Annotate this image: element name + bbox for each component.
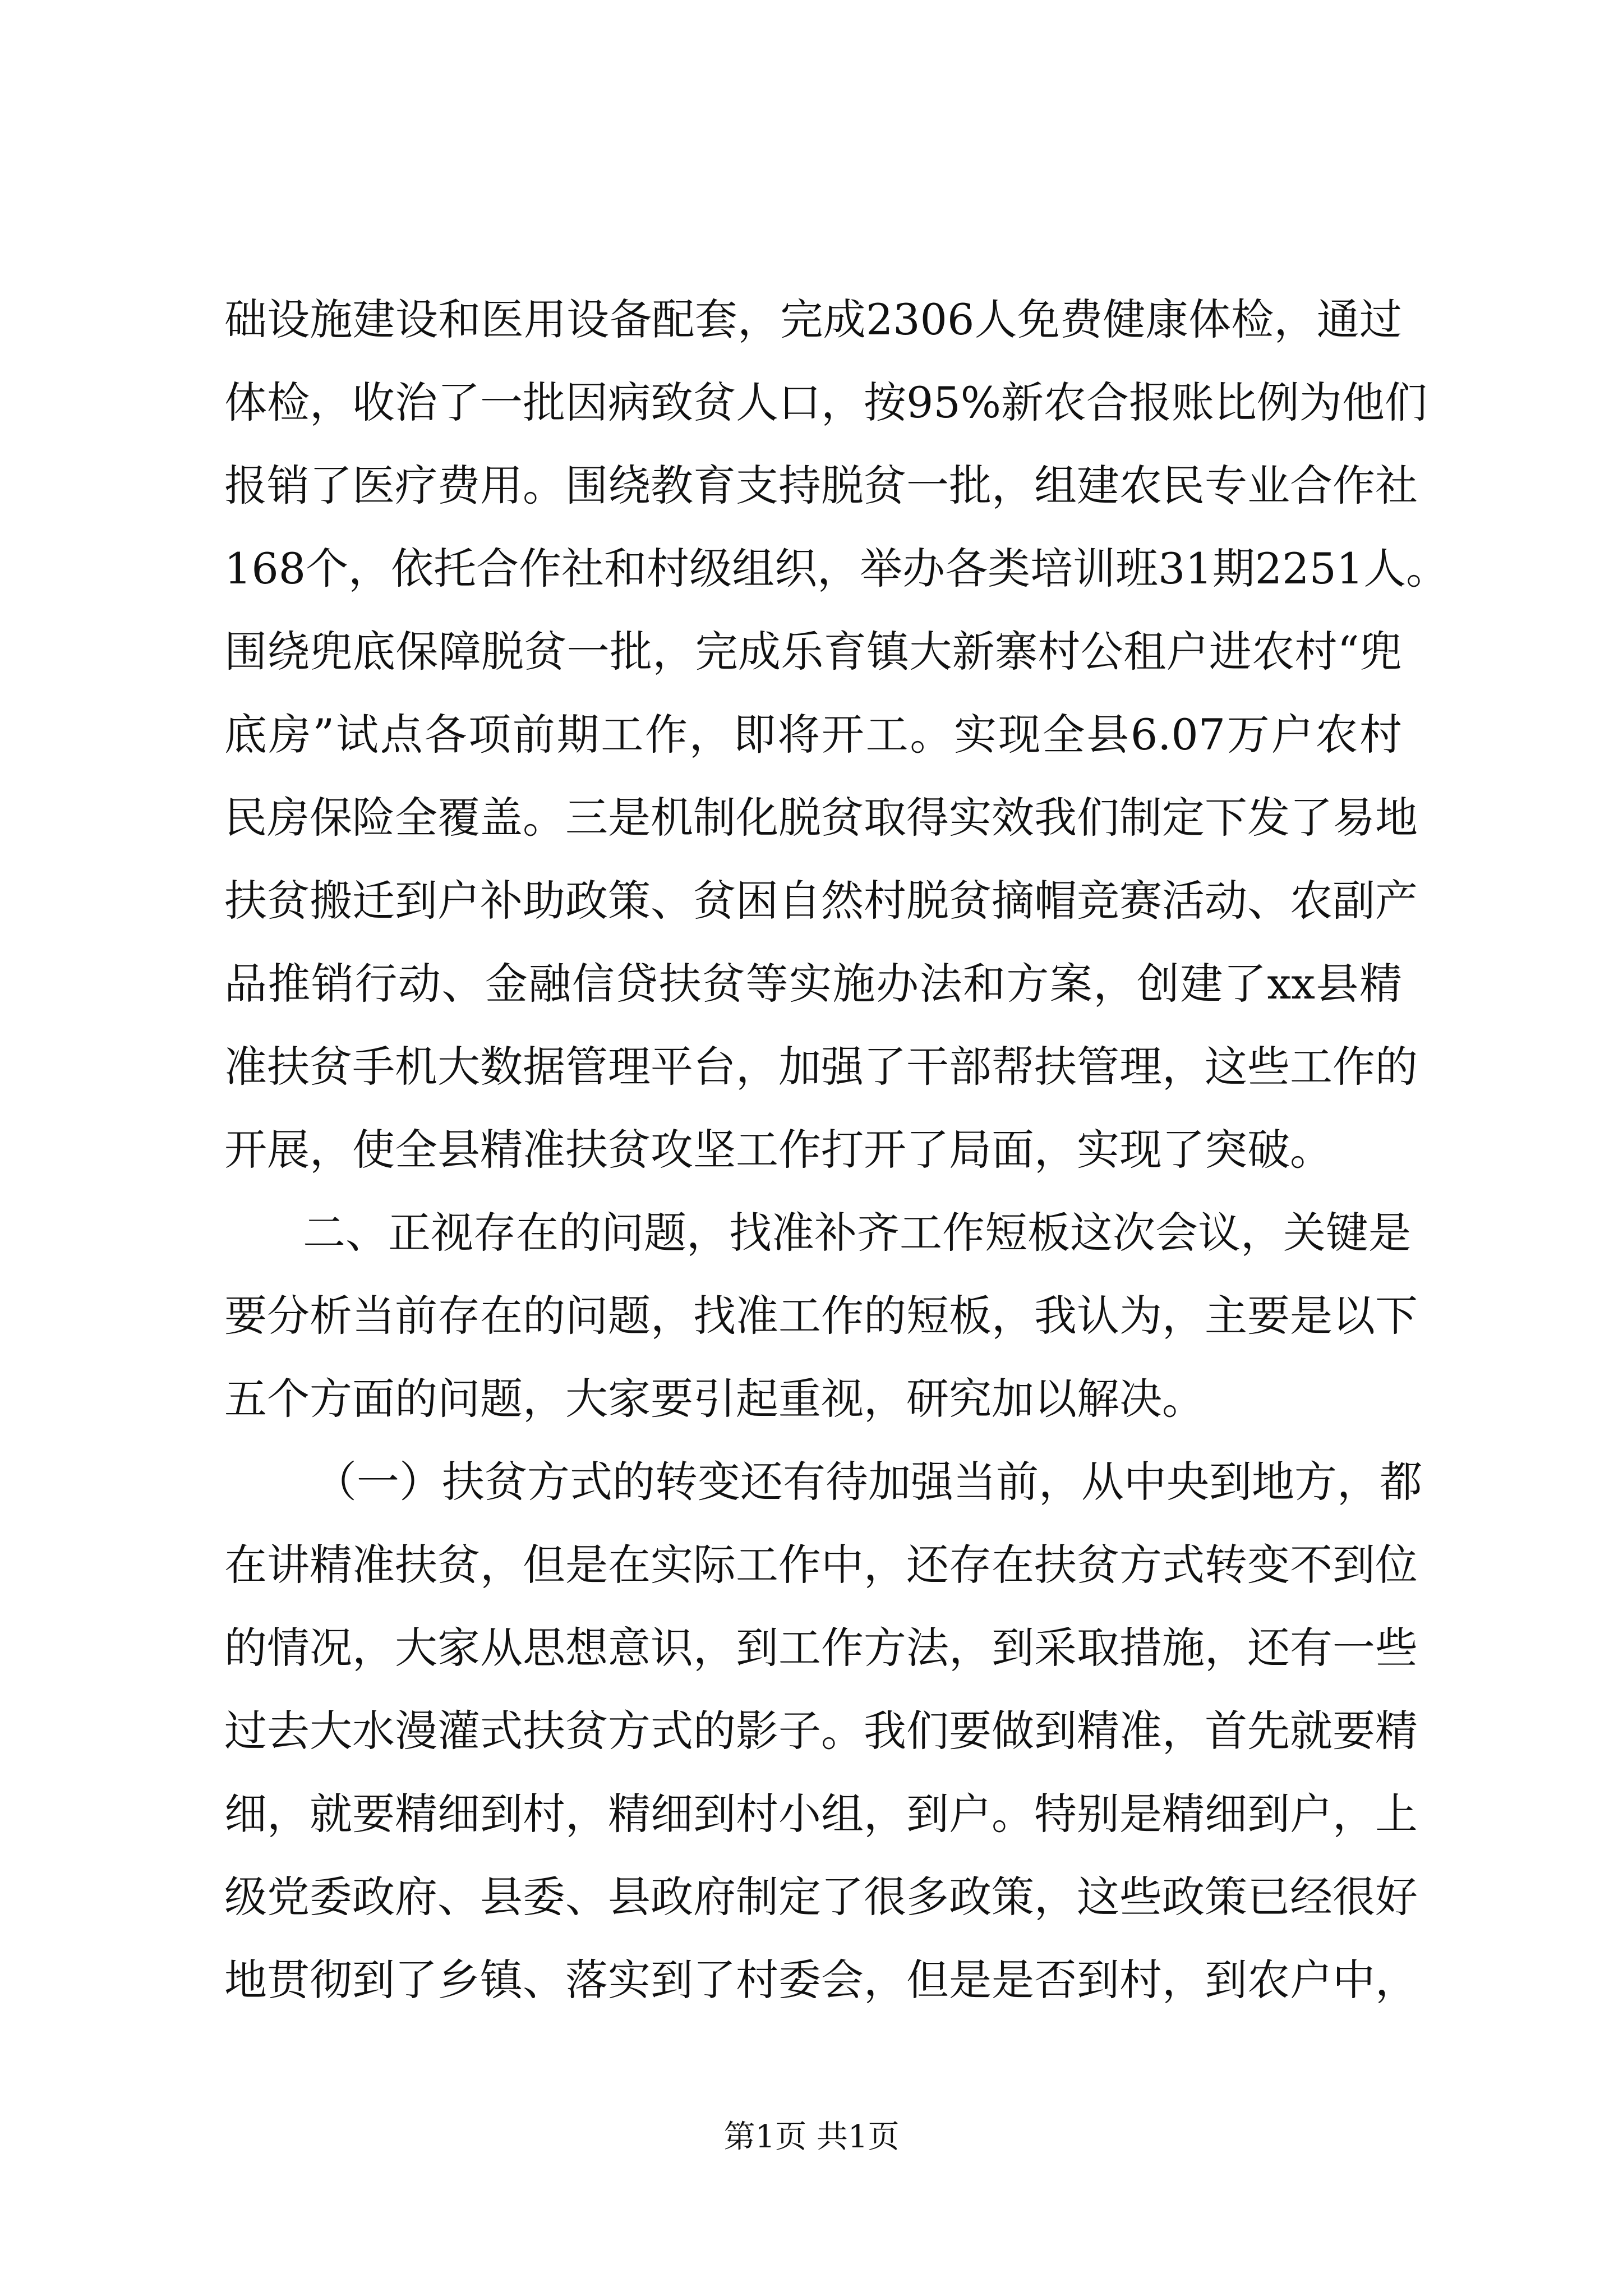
text-line: 民房保险全覆盖。三是机制化脱贫取得实效我们制定下发了易地 [224, 793, 1418, 843]
paragraph-heading-line: （一）扶贫方式的转变还有待加强当前，从中央到地方，都 [314, 1457, 1422, 1507]
text-line: 的情况，大家从思想意识，到工作方法，到采取措施，还有一些 [224, 1623, 1418, 1673]
text-line: 准扶贫手机大数据管理平台，加强了干部帮扶管理，这些工作的 [224, 1042, 1418, 1092]
text-line: 要分析当前存在的问题，找准工作的短板，我认为，主要是以下 [224, 1291, 1418, 1341]
text-line: 168个，依托合作社和村级组织，举办各类培训班31期2251人。 [224, 544, 1449, 593]
text-line: 体检，收治了一批因病致贫人口，按95%新农合报账比例为他们 [224, 378, 1427, 427]
text-line: 础设施建设和医用设备配套，完成2306人免费健康体检，通过 [224, 295, 1402, 344]
text-line: 地贯彻到了乡镇、落实到了村委会，但是是否到村，到农户中， [224, 1955, 1418, 2005]
text-line: 细，就要精细到村，精细到村小组，到户。特别是精细到户，上 [224, 1789, 1418, 1839]
text-line: 级党委政府、县委、县政府制定了很多政策，这些政策已经很好 [224, 1872, 1418, 1922]
text-line: 五个方面的问题，大家要引起重视，研究加以解决。 [224, 1374, 1205, 1424]
text-line: 过去大水漫灌式扶贫方式的影子。我们要做到精准，首先就要精 [224, 1706, 1418, 1756]
page-footer: 第1页 共1页 [723, 2119, 900, 2155]
text-line: 品推销行动、金融信贷扶贫等实施办法和方案，创建了xx县精 [224, 959, 1402, 1009]
text-line: 底房”试点各项前期工作，即将开工。实现全县6.07万户农村 [224, 710, 1402, 760]
text-line: 扶贫搬迁到户补助政策、贫困自然村脱贫摘帽竞赛活动、农副产 [224, 876, 1418, 926]
text-line: 报销了医疗费用。围绕教育支持脱贫一批，组建农民专业合作社 [224, 461, 1418, 510]
text-line: 在讲精准扶贫，但是在实际工作中，还存在扶贫方式转变不到位 [224, 1540, 1418, 1590]
text-line: 围绕兜底保障脱贫一批，完成乐育镇大新寨村公租户进农村“兜 [224, 627, 1402, 677]
paragraph-heading-line: 二、正视存在的问题，找准补齐工作短板这次会议，关键是 [303, 1208, 1411, 1258]
text-line: 开展，使全县精准扶贫攻坚工作打开了局面，实现了突破。 [224, 1125, 1332, 1175]
